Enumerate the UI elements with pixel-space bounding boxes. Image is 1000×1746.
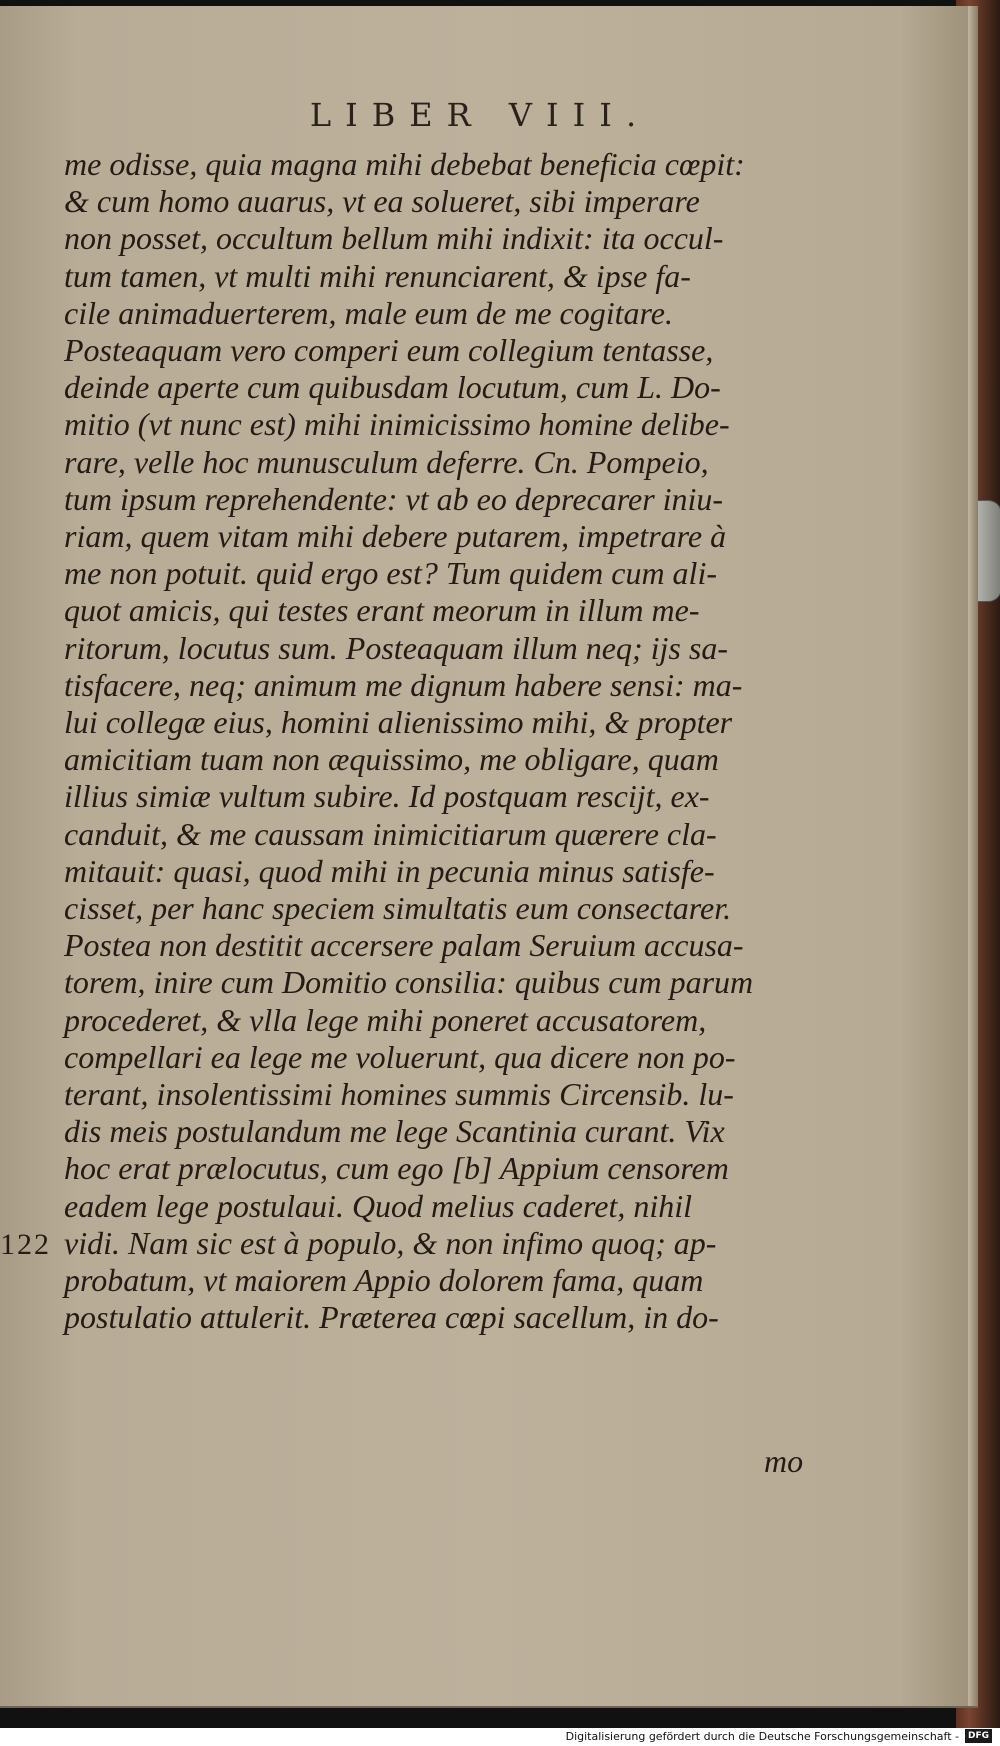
text-line: compellari ea lege me voluerunt, qua dicere non po- <box>64 1038 736 1075</box>
text-line: vidi. Nam sic est à populo, & non infimo quoq; ap- <box>64 1224 717 1261</box>
text-line: non posset, occultum bellum mihi indixit: ita occul- <box>64 220 724 257</box>
text-line: lui collegæ eius, homini alienissimo mihi, & propter <box>64 704 733 741</box>
text-line: me non potuit. quid ergo est? Tum quidem cum ali- <box>64 555 717 592</box>
credit-text: Digitalisierung gefördert durch die Deutsche Forschungsgemeinschaft - <box>565 1729 959 1743</box>
text-line: & cum homo auarus, vt ea solueret, sibi imperare <box>64 183 700 220</box>
text-line: ritorum, locutus sum. Posteaquam illum neq; ijs sa- <box>64 629 728 666</box>
body-text <box>64 146 814 1337</box>
text-line: mitio (vt nunc est) mihi inimicissimo homine delibe- <box>64 406 730 443</box>
text-line: torem, inire cum Domitio consilia: quibus cum parum <box>64 964 754 1001</box>
text-line: rare, velle hoc munusculum deferre. Cn. Pompeio, <box>64 443 709 480</box>
text-line: mitauit: quasi, quod mihi in pecunia minus satisfe- <box>64 852 715 889</box>
dfg-logo: DFG <box>965 1729 992 1743</box>
page-edge-shadow <box>968 6 978 1706</box>
book-page <box>0 6 978 1708</box>
text-line: amicitiam tuam non æquissimo, me obligare, quam <box>64 741 719 778</box>
text-line: me odisse, quia magna mihi debebat beneficia cœpit: <box>64 146 745 182</box>
catchword: mo <box>764 1443 804 1479</box>
text-line: cile animaduerterem, male eum de me cogitare. <box>64 294 673 331</box>
text-line: tisfacere, neq; animum me dignum habere sensi: ma- <box>64 666 743 703</box>
text-line: quot amicis, qui testes erant meorum in illum me- <box>64 592 700 629</box>
margin-reference-number: 122 <box>0 1228 51 1261</box>
text-line: terant, insolentissimi homines summis Circensib. lu- <box>64 1076 734 1113</box>
running-head: LIBER VIII. <box>309 96 651 134</box>
text-line: procederet, & vlla lege mihi poneret accusatorem, <box>64 1001 707 1038</box>
text-line: hoc erat prælocutus, cum ego [b] Appium censorem <box>64 1150 729 1187</box>
text-line: tum ipsum reprehendente: vt ab eo deprecarer iniu- <box>64 480 724 517</box>
text-line: deinde aperte cum quibusdam locutum, cum L. Do- <box>64 369 721 406</box>
text-line: Postea non destitit accersere palam Seruium accusa- <box>64 927 744 964</box>
text-line: riam, quem vitam mihi debere putarem, impetrare à <box>64 518 727 555</box>
text-line: illius simiæ vultum subire. Id postquam rescijt, ex- <box>64 778 710 815</box>
text-line: Posteaquam vero comperi eum collegium tentasse, <box>64 332 714 369</box>
text-line: postulatio attulerit. Præterea cœpi sacellum, in do- <box>64 1299 719 1336</box>
text-line: dis meis postulandum me lege Scantinia curant. Vix <box>64 1113 725 1150</box>
text-line: probatum, vt maiorem Appio dolorem fama, quam <box>64 1262 704 1299</box>
text-line: tum tamen, vt multi mihi renunciarent, & ipse fa- <box>64 257 691 294</box>
digitization-credit <box>566 1729 992 1743</box>
text-line: canduit, & me caussam inimicitiarum quærere cla- <box>64 815 717 852</box>
text-line: eadem lege postulaui. Quod melius caderet, nihil <box>64 1187 693 1224</box>
text-line: cisset, per hanc speciem simultatis eum consectarer. <box>64 890 732 927</box>
